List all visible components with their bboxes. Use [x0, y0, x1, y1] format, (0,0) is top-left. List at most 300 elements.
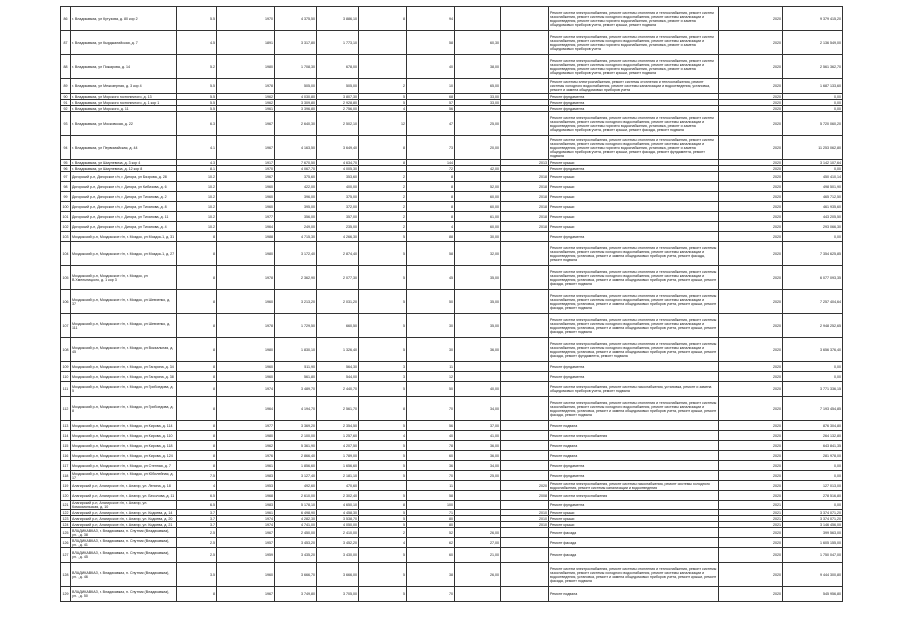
plan-year-cell: 2021: [719, 510, 783, 516]
living-area-cell: 235,00: [317, 222, 359, 232]
table-body: [61, 7, 843, 602]
last-repair-year-cell: [501, 563, 549, 587]
wear-percent-cell: 5.5: [177, 106, 217, 112]
works-list-cell: Ремонт фасада: [549, 538, 719, 548]
total-area-cell: 2 362,90: [275, 266, 317, 290]
address-cell: ВЛАДИКАВКАЗ, г. Владикавказ, п. Спутник (Владикавказ), ул. , д. 41: [71, 538, 177, 548]
living-area-cell: 4 207,50: [317, 441, 359, 451]
total-area-cell: 3 172,40: [275, 242, 317, 266]
last-repair-year-cell: [501, 397, 549, 421]
last-repair-year-cell: [501, 314, 549, 338]
cost-cell: 9 444 300,80: [783, 563, 843, 587]
last-repair-year-cell: [501, 242, 549, 266]
wear-cell: 42,00: [455, 166, 501, 172]
build-year-cell: 1967: [217, 112, 275, 136]
row-number: 106: [61, 290, 71, 314]
table-row: [61, 501, 843, 510]
residents-cell: 70: [407, 587, 455, 602]
entrances-cell: 5: [359, 382, 407, 397]
table-row: [61, 431, 843, 441]
living-area-cell: 4 650,10: [317, 501, 359, 510]
plan-year-cell: 2020: [719, 242, 783, 266]
residents-cell: 8: [407, 212, 455, 222]
residents-cell: 40: [407, 431, 455, 441]
residents-cell: 80: [407, 516, 455, 522]
build-year-cell: 1980: [217, 55, 275, 79]
table-row: [61, 202, 843, 212]
wear-percent-cell: 6.5: [177, 501, 217, 510]
last-repair-year-cell: 2018: [501, 182, 549, 192]
last-repair-year-cell: [501, 431, 549, 441]
table-row: [61, 338, 843, 362]
wear-cell: [455, 491, 501, 501]
wear-cell: 60,00: [455, 202, 501, 212]
last-repair-year-cell: [501, 421, 549, 431]
wear-cell: 32,00: [455, 242, 501, 266]
build-year-cell: 1960: [217, 182, 275, 192]
wear-percent-cell: 4.1: [177, 136, 217, 160]
works-list-cell: Ремонт фундамента: [549, 501, 719, 510]
table-row: [61, 563, 843, 587]
total-area-cell: 4 375,50: [275, 7, 317, 31]
row-number: 95: [61, 160, 71, 166]
works-list-cell: Ремонт крыши: [549, 222, 719, 232]
wear-cell: 65,00: [455, 79, 501, 94]
wear-cell: 26,00: [455, 563, 501, 587]
residents-cell: 36: [407, 461, 455, 471]
entrances-cell: 8: [359, 7, 407, 31]
wear-percent-cell: 5.5: [177, 79, 217, 94]
living-area-cell: 544,00: [317, 372, 359, 382]
last-repair-year-cell: [501, 587, 549, 602]
total-area-cell: 1 856,60: [275, 461, 317, 471]
cost-cell: 0,00: [783, 94, 843, 100]
works-list-cell: Ремонт фасада: [549, 548, 719, 563]
last-repair-year-cell: [501, 382, 549, 397]
wear-percent-cell: 8: [177, 242, 217, 266]
entrances-cell: 3: [359, 372, 407, 382]
works-list-cell: Ремонт фундамента: [549, 166, 719, 172]
residents-cell: 40: [407, 55, 455, 79]
plan-year-cell: 2020: [719, 55, 783, 79]
cost-cell: 5 720 060,20: [783, 112, 843, 136]
living-area-cell: 3 666,00: [317, 563, 359, 587]
address-cell: г. Владикавказ, ул Морского гостиничного, д. 13: [71, 94, 177, 100]
address-cell: Алагирский р-н, Алагирское г/п, г. Алагир, ул. Бесолова, д. 11: [71, 491, 177, 501]
last-repair-year-cell: [501, 461, 549, 471]
wear-percent-cell: 8: [177, 232, 217, 242]
plan-year-cell: 2020: [719, 166, 783, 172]
wear-percent-cell: 8: [177, 461, 217, 471]
build-year-cell: 1974: [217, 382, 275, 397]
row-number: 101: [61, 212, 71, 222]
table-row: [61, 481, 843, 491]
total-area-cell: 2 450,00: [275, 528, 317, 538]
cost-cell: 3 656 376,40: [783, 338, 843, 362]
wear-cell: 40,00: [455, 382, 501, 397]
last-repair-year-cell: [501, 548, 549, 563]
living-area-cell: 3 649,40: [317, 136, 359, 160]
wear-percent-cell: 8: [177, 362, 217, 372]
last-repair-year-cell: 2010: [501, 516, 549, 522]
row-number: 92: [61, 106, 71, 112]
residents-cell: 88: [407, 232, 455, 242]
table-row: [61, 136, 843, 160]
works-list-cell: Ремонт систем электроснабжения, ремонт системы отопления и теплоснабжения, ремонт системы газоснабжения, ремонт системы холодного водоснабжения, ремонт системы канализации и водоотведения, установка, ремонт и замена общедомовых приборов учета, ремонт крыши, ремонт фасада, ремонт фундамента, ремонт подвала: [549, 338, 719, 362]
entrances-cell: 8: [359, 160, 407, 166]
plan-year-cell: 2020: [719, 182, 783, 192]
build-year-cell: 1988: [217, 232, 275, 242]
entrances-cell: 4: [359, 431, 407, 441]
last-repair-year-cell: 2018: [501, 222, 549, 232]
plan-year-cell: 2020: [719, 290, 783, 314]
table-row: [61, 266, 843, 290]
wear-cell: [455, 587, 501, 602]
row-number: 128: [61, 563, 71, 587]
wear-percent-cell: 2.5: [177, 548, 217, 563]
residents-cell: 11: [407, 362, 455, 372]
living-area-cell: 2 302,40: [317, 491, 359, 501]
total-area-cell: 2 640,30: [275, 112, 317, 136]
plan-year-cell: 2020: [719, 528, 783, 538]
wear-cell: 35,00: [455, 314, 501, 338]
build-year-cell: 1980: [217, 431, 275, 441]
cost-cell: 3 771 336,15: [783, 382, 843, 397]
wear-percent-cell: 8: [177, 314, 217, 338]
wear-cell: 25,00: [455, 471, 501, 481]
table-row: [61, 172, 843, 182]
row-number: 115: [61, 441, 71, 451]
last-repair-year-cell: [501, 79, 549, 94]
works-list-cell: Ремонт крыши: [549, 202, 719, 212]
residents-cell: 30: [407, 314, 455, 338]
wear-cell: 38,00: [455, 55, 501, 79]
total-area-cell: 4 282,30: [275, 516, 317, 522]
residents-cell: 57: [407, 100, 455, 106]
table-row: [61, 31, 843, 55]
works-list-cell: Ремонт крыши: [549, 192, 719, 202]
row-number: 91: [61, 100, 71, 106]
cost-cell: 2 561 362,70: [783, 55, 843, 79]
total-area-cell: 356,00: [275, 212, 317, 222]
living-area-cell: 2 756,00: [317, 106, 359, 112]
residents-cell: 56: [407, 421, 455, 431]
address-cell: г. Владикавказ, ул Кутузова, д. 80 кор 2: [71, 7, 177, 31]
works-list-cell: Ремонт крыши: [549, 172, 719, 182]
cost-cell: 399 563,00: [783, 528, 843, 538]
total-area-cell: 396,00: [275, 192, 317, 202]
cost-cell: 3 146 456,00: [783, 522, 843, 528]
total-area-cell: 5 361,90: [275, 441, 317, 451]
build-year-cell: 1964: [217, 222, 275, 232]
last-repair-year-cell: [501, 528, 549, 538]
build-year-cell: 1961: [217, 106, 275, 112]
works-list-cell: Ремонт системы электроснабжения, ремонт системы отопления и теплоснабжения, ремонт системы холодного водоснабжения, ремонт системы канализации и водоотведения, установка, ремонт и замена общедомовых приборов учета: [549, 79, 719, 94]
entrances-cell: 4: [359, 538, 407, 548]
works-list-cell: Ремонт фундамента: [549, 100, 719, 106]
plan-year-cell: 2020: [719, 202, 783, 212]
works-list-cell: Ремонт крыши: [549, 510, 719, 516]
cost-cell: 545 956,80: [783, 587, 843, 602]
cost-cell: 7 193 454,85: [783, 397, 843, 421]
wear-cell: 36,00: [455, 338, 501, 362]
wear-cell: [455, 481, 501, 491]
wear-percent-cell: 8: [177, 290, 217, 314]
wear-percent-cell: 3.5: [177, 563, 217, 587]
works-list-cell: Ремонт крыши: [549, 182, 719, 192]
residents-cell: 47: [407, 112, 455, 136]
plan-year-cell: 2020: [719, 232, 783, 242]
wear-percent-cell: 2.5: [177, 528, 217, 538]
residents-cell: 71: [407, 510, 455, 516]
entrances-cell: 2: [359, 202, 407, 212]
address-cell: Моздокский р-н, Моздокское г/п, г. Моздок, ул Грибоедова, д. 8: [71, 397, 177, 421]
entrances-cell: 3: [359, 362, 407, 372]
entrances-cell: 5: [359, 461, 407, 471]
build-year-cell: 1967: [217, 136, 275, 160]
entrances-cell: 2: [359, 172, 407, 182]
last-repair-year-cell: [501, 441, 549, 451]
works-list-cell: Ремонт фундамента: [549, 461, 719, 471]
cost-cell: 3 374 071,20: [783, 516, 843, 522]
last-repair-year-cell: 2020: [501, 481, 549, 491]
residents-cell: 45: [407, 266, 455, 290]
works-list-cell: Ремонт систем электроснабжения, ремонт системы отопления и теплоснабжения, ремонт системы газоснабжения, ремонт системы холодного водоснабжения, ремонт системы канализации и водоотведения, установка, ремонт и замена общедомовых приборов учета, ремонт крыши, ремонт фасада, ремонт подвала: [549, 266, 719, 290]
works-list-cell: Ремонт систем электроснабжения, ремонт системы отопления и теплоснабжения, ремонт системы газоснабжения, ремонт системы холодного водоснабжения, ремонт системы канализации и водоотведения, установка, ремонт и замена общедомовых приборов учета, ремонт крыши, ремонт фасада, ремонт подвала: [549, 290, 719, 314]
last-repair-year-cell: 2018: [501, 212, 549, 222]
wear-cell: 60,30: [455, 31, 501, 55]
cost-cell: 7 257 404,64: [783, 290, 843, 314]
residents-cell: 73: [407, 136, 455, 160]
wear-percent-cell: 8: [177, 421, 217, 431]
row-number: 97: [61, 172, 71, 182]
build-year-cell: 1967: [217, 528, 275, 538]
residents-cell: 50: [407, 290, 455, 314]
table-row: [61, 528, 843, 538]
plan-year-cell: 2020: [719, 362, 783, 372]
wear-percent-cell: 4.3: [177, 160, 217, 166]
table-row: [61, 382, 843, 397]
total-area-cell: 3 435,20: [275, 548, 317, 563]
total-area-cell: 3 309,80: [275, 100, 317, 106]
cost-cell: 264 132,80: [783, 431, 843, 441]
table-row: [61, 222, 843, 232]
wear-percent-cell: 8: [177, 382, 217, 397]
living-area-cell: 1 773,10: [317, 31, 359, 55]
last-repair-year-cell: [501, 266, 549, 290]
address-cell: Алагирский р-н, Алагирское г/п, г. Алагир, ул. Комсомольская, д. 10: [71, 501, 177, 510]
address-cell: Моздокский р-н, Моздокское г/п, г. Моздок, ул Гагарина, д. 38: [71, 372, 177, 382]
residents-cell: 4: [407, 222, 455, 232]
living-area-cell: 353,60: [317, 172, 359, 182]
address-cell: Моздокский р-н, Моздокское г/п, г. Моздок, ул Кирова, д. 124: [71, 451, 177, 461]
living-area-cell: 372,00: [317, 202, 359, 212]
wear-percent-cell: 5.5: [177, 100, 217, 106]
build-year-cell: 1977: [217, 212, 275, 222]
entrances-cell: 4: [359, 106, 407, 112]
cost-cell: 1 750 047,00: [783, 548, 843, 563]
plan-year-cell: 2020: [719, 441, 783, 451]
entrances-cell: 5: [359, 451, 407, 461]
total-area-cell: 422,00: [275, 182, 317, 192]
build-year-cell: 1978: [217, 79, 275, 94]
last-repair-year-cell: [501, 372, 549, 382]
living-area-cell: 4 634,70: [317, 160, 359, 166]
wear-cell: 61,00: [455, 212, 501, 222]
wear-percent-cell: 4.5: [177, 31, 217, 55]
address-cell: Дигорский р-н, Дигорское г/п, г. Дигора, ул Тиханова, д. 2: [71, 192, 177, 202]
wear-percent-cell: 8: [177, 441, 217, 451]
address-cell: г. Владикавказ, ул Морского, д. 11: [71, 106, 177, 112]
table-row: [61, 421, 843, 431]
build-year-cell: 1957: [217, 538, 275, 548]
wear-cell: [455, 7, 501, 31]
wear-percent-cell: 10.2: [177, 222, 217, 232]
entrances-cell: 2: [359, 182, 407, 192]
total-area-cell: 2 610,00: [275, 491, 317, 501]
build-year-cell: 1960: [217, 192, 275, 202]
row-number: 103: [61, 232, 71, 242]
last-repair-year-cell: [501, 7, 549, 31]
row-number: 117: [61, 461, 71, 471]
living-area-cell: 2 181,10: [317, 471, 359, 481]
residents-cell: 58: [407, 242, 455, 266]
residents-cell: 38: [407, 563, 455, 587]
address-cell: Алагирский р-н, Алагирское г/п, г. Алагир, ул. Кодоева, д. 21: [71, 522, 177, 528]
total-area-cell: 2 100,00: [275, 431, 317, 441]
row-number: 116: [61, 451, 71, 461]
wear-percent-cell: 2.5: [177, 538, 217, 548]
living-area-cell: 4 458,30: [317, 510, 359, 516]
living-area-cell: 3 430,00: [317, 548, 359, 563]
plan-year-cell: 2021: [719, 516, 783, 522]
living-area-cell: 660,50: [317, 314, 359, 338]
build-year-cell: 1978: [217, 266, 275, 290]
entrances-cell: 2: [359, 222, 407, 232]
residents-cell: 94: [407, 7, 455, 31]
wear-cell: 34,00: [455, 397, 501, 421]
entrances-cell: 2: [359, 79, 407, 94]
address-cell: ВЛАДИКАВКАЗ, г. Владикавказ, п. Спутник (Владикавказ), ул. , д. 38: [71, 528, 177, 538]
row-number: 109: [61, 362, 71, 372]
table-row: [61, 7, 843, 31]
total-area-cell: 3 453,20: [275, 538, 317, 548]
table-row: [61, 372, 843, 382]
residents-cell: 70: [407, 471, 455, 481]
last-repair-year-cell: [501, 471, 549, 481]
cost-cell: 443 205,50: [783, 212, 843, 222]
wear-cell: 41,00: [455, 431, 501, 441]
residents-cell: 11: [407, 481, 455, 491]
cost-cell: 127 013,00: [783, 481, 843, 491]
living-area-cell: 470,60: [317, 481, 359, 491]
address-cell: Дигорский р-н, Дигорское г/п, г. Дигора, ул Кибизова, д. 6: [71, 182, 177, 192]
plan-year-cell: 2020: [719, 548, 783, 563]
last-repair-year-cell: 2008: [501, 491, 549, 501]
row-number: 93: [61, 112, 71, 136]
last-repair-year-cell: [501, 538, 549, 548]
wear-percent-cell: 8: [177, 372, 217, 382]
address-cell: Алагирский р-н, Алагирское г/п, г. Алагир, ул. Кодоева, д. 20: [71, 516, 177, 522]
entrances-cell: 5: [359, 232, 407, 242]
living-area-cell: 3 538,70: [317, 516, 359, 522]
plan-year-cell: 2020: [719, 481, 783, 491]
works-list-cell: Ремонт подвала: [549, 451, 719, 461]
wear-percent-cell: 3.7: [177, 510, 217, 516]
total-area-cell: 3 213,20: [275, 290, 317, 314]
total-area-cell: 4 715,30: [275, 232, 317, 242]
cost-cell: 3 142 107,64: [783, 160, 843, 166]
last-repair-year-cell: [501, 112, 549, 136]
living-area-cell: 1 257,60: [317, 431, 359, 441]
living-area-cell: 3 886,10: [317, 7, 359, 31]
living-area-cell: 1 789,00: [317, 451, 359, 461]
wear-cell: 36,00: [455, 441, 501, 451]
living-area-cell: 4 266,30: [317, 232, 359, 242]
wear-cell: [455, 362, 501, 372]
address-cell: Моздокский р-н, Моздокское г/п, г. Моздок, ул Шевченко, д. 111: [71, 314, 177, 338]
last-repair-year-cell: [501, 232, 549, 242]
row-number: 110: [61, 372, 71, 382]
build-year-cell: 1968: [217, 491, 275, 501]
living-area-cell: 2 077,30: [317, 266, 359, 290]
plan-year-cell: 2020: [719, 461, 783, 471]
table-row: [61, 182, 843, 192]
cost-cell: 498 501,90: [783, 182, 843, 192]
last-repair-year-cell: [501, 451, 549, 461]
plan-year-cell: 2020: [719, 192, 783, 202]
build-year-cell: 1983: [217, 501, 275, 510]
cost-cell: 3 374 071,20: [783, 510, 843, 516]
works-list-cell: Ремонт подвала: [549, 587, 719, 602]
living-area-cell: 357,00: [317, 212, 359, 222]
address-cell: Дигорский р-н, Дигорское г/п, г. Дигора, ул Бязрова, д. 28: [71, 172, 177, 182]
table-row: [61, 548, 843, 563]
build-year-cell: 1964: [217, 397, 275, 421]
plan-year-cell: 2020: [719, 94, 783, 100]
cost-cell: 1 605 155,00: [783, 538, 843, 548]
wear-percent-cell: 8: [177, 431, 217, 441]
address-cell: Дигорский р-н, Дигорское г/п, г. Дигора, ул Тиханова, д. 11: [71, 212, 177, 222]
cost-cell: 465 712,50: [783, 192, 843, 202]
wear-cell: 37,00: [455, 421, 501, 431]
wear-percent-cell: 8.1: [177, 166, 217, 172]
last-repair-year-cell: [501, 136, 549, 160]
plan-year-cell: 2020: [719, 471, 783, 481]
entrances-cell: 2: [359, 528, 407, 538]
wear-percent-cell: 10.2: [177, 212, 217, 222]
row-number: 96: [61, 166, 71, 172]
wear-cell: 27,00: [455, 538, 501, 548]
cost-cell: 0,00: [783, 471, 843, 481]
works-list-cell: Ремонт систем электроснабжения, ремонт системы отопления и теплоснабжения, ремонт системы газоснабжения, ремонт системы холодного водоснабжения, ремонт системы канализации и водоотведения, установка, ремонт и замена общедомовых приборов учета, ремонт фасада, ремонт подвала: [549, 242, 719, 266]
cost-cell: 1 687 133,60: [783, 79, 843, 94]
plan-year-cell: 2020: [719, 563, 783, 587]
wear-percent-cell: 8: [177, 266, 217, 290]
table-row: [61, 192, 843, 202]
wear-percent-cell: 8: [177, 338, 217, 362]
row-number: 89: [61, 79, 71, 94]
works-list-cell: Ремонт фундамента: [549, 471, 719, 481]
address-cell: Моздокский р-н, Моздокское г/п, г. Моздок, ул Кирова, д. 114: [71, 421, 177, 431]
residents-cell: 70: [407, 397, 455, 421]
last-repair-year-cell: 2010: [501, 522, 549, 528]
works-list-cell: Ремонт систем электроснабжения: [549, 431, 719, 441]
entrances-cell: 5: [359, 100, 407, 106]
wear-cell: 20,00: [455, 136, 501, 160]
living-area-cell: 678,00: [317, 55, 359, 79]
table-row: [61, 232, 843, 242]
